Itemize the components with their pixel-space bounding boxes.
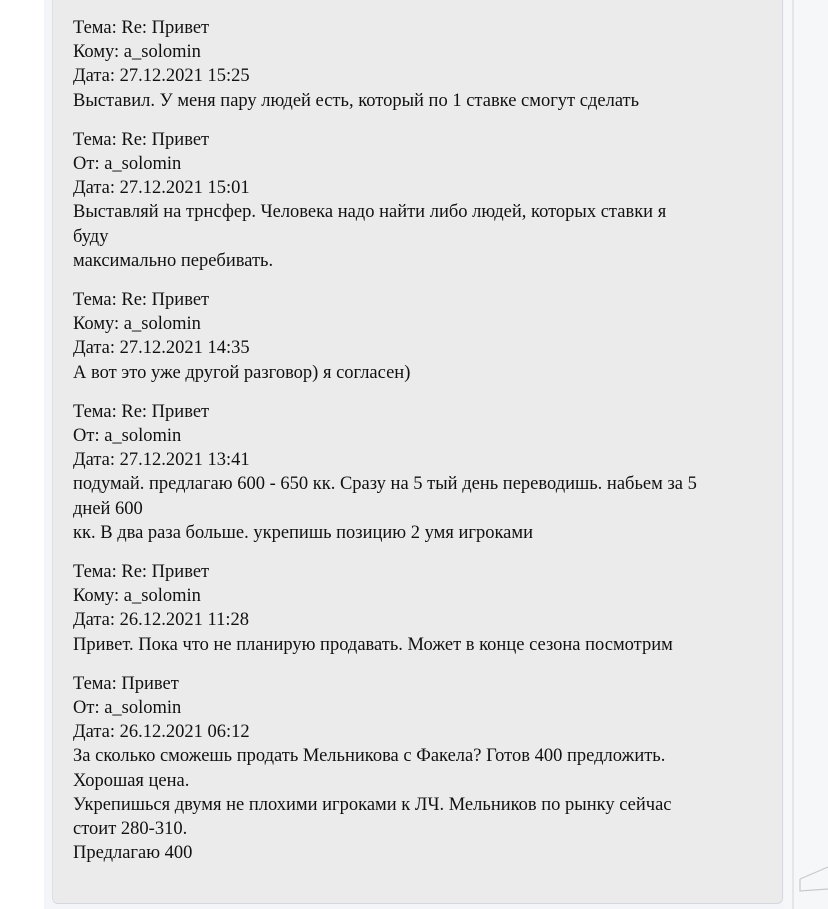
message-date: Дата: 27.12.2021 15:25 [73, 66, 250, 87]
left-margin [0, 0, 44, 909]
message-body-line: Выставил. У меня пару людей есть, который по 1 ставке смогут сделать [73, 90, 640, 111]
message-item[interactable] [73, 16, 773, 113]
message-body-line: За сколько сможешь продать Мельникова с Факела? Готов 400 предложить. [73, 746, 666, 767]
message-date: Дата: 27.12.2021 14:35 [73, 338, 250, 359]
message-item[interactable] [73, 128, 773, 273]
message-body-line: дней 600 [73, 498, 143, 519]
scrollbar-track[interactable] [792, 0, 794, 909]
message-body-line: кк. В два раза больше. укрепишь позицию 2 умя игроками [73, 522, 533, 543]
message-body-line: Хорошая цена. [73, 770, 190, 791]
message-body-line: Привет. Пока что не планирую продавать. Может в конце сезона посмотрим [73, 634, 673, 655]
message-item[interactable] [73, 400, 773, 545]
message-subject: Тема: Привет [73, 673, 179, 694]
message-recipient: Кому: a_solomin [73, 42, 201, 63]
message-item[interactable] [73, 288, 773, 385]
message-sender: От: a_solomin [73, 154, 182, 175]
message-sender: От: a_solomin [73, 698, 182, 719]
message-subject: Тема: Re: Привет [73, 290, 210, 311]
message-subject: Тема: Re: Привет [73, 562, 210, 583]
message-list [73, 16, 773, 881]
message-date: Дата: 26.12.2021 11:28 [73, 610, 249, 631]
message-body-line: Укрепишься двумя не плохими игроками к ЛЧ. Мельников по рынку сейчас [73, 794, 672, 815]
message-item[interactable] [73, 672, 773, 866]
message-body-line: максимально перебивать. [73, 250, 274, 271]
message-subject: Тема: Re: Привет [73, 401, 210, 422]
message-body-line: Предлагаю 400 [73, 843, 193, 864]
message-date: Дата: 27.12.2021 13:41 [73, 450, 250, 471]
message-body-line: А вот это уже другой разговор) я согласен) [73, 362, 411, 383]
message-date: Дата: 27.12.2021 15:01 [73, 178, 250, 199]
message-item[interactable] [73, 560, 773, 657]
message-date: Дата: 26.12.2021 06:12 [73, 722, 250, 743]
message-body-line: Выставляй на трнсфер. Человека надо найти либо людей, которых ставки я [73, 202, 667, 223]
message-sender: От: a_solomin [73, 426, 182, 447]
message-recipient: Кому: a_solomin [73, 586, 201, 607]
message-recipient: Кому: a_solomin [73, 314, 201, 335]
message-body-line: подумай. предлагаю 600 - 650 кк. Сразу на 5 тый день переводишь. набьем за 5 [73, 474, 697, 495]
message-subject: Тема: Re: Привет [73, 129, 210, 150]
message-body-line: стоит 280-310. [73, 819, 188, 840]
corner-decoration [798, 859, 828, 895]
message-subject: Тема: Re: Привет [73, 18, 210, 38]
right-margin [784, 0, 828, 909]
message-body-line: буду [73, 226, 109, 247]
